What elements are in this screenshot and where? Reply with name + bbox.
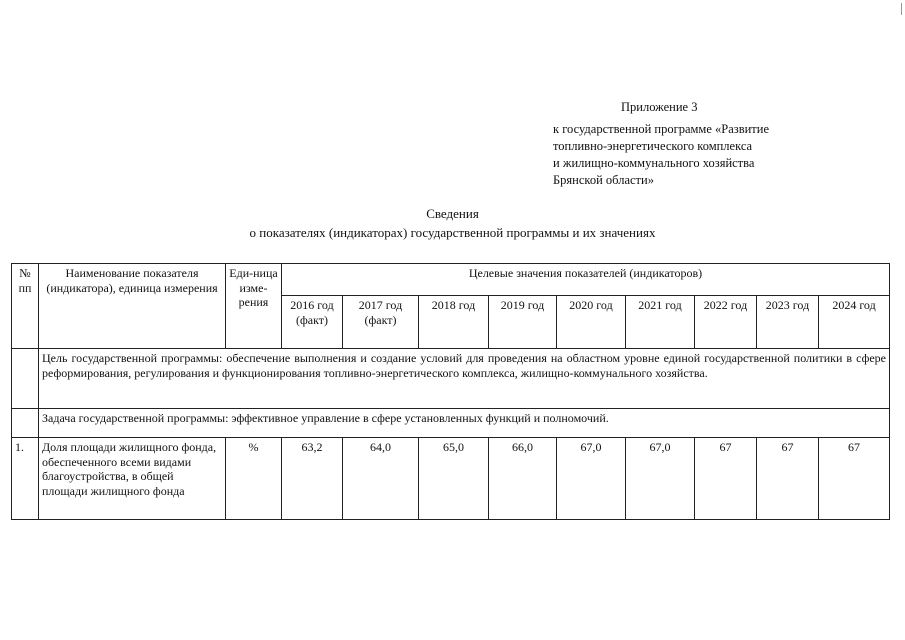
appendix-line: к государственной программе «Развитие: [553, 122, 769, 136]
program-task: Задача государственной программы: эффективное управление в сфере установленных функций и полномочий.: [39, 409, 890, 438]
row-value: 67,0: [557, 438, 626, 520]
indicators-table: [11, 263, 890, 520]
header-year: 2020 год: [557, 296, 626, 349]
document-title: Сведения: [426, 206, 479, 221]
header-targets-group: Целевые значения показателей (индикаторов): [282, 264, 890, 296]
header-num: № пп: [12, 264, 39, 349]
row-value: 67: [757, 438, 819, 520]
appendix-title: Приложение 3: [621, 100, 698, 114]
header-year: 2022 год: [695, 296, 757, 349]
row-value: 64,0: [343, 438, 419, 520]
header-name: Наименование показателя (индикатора), единица измерения: [39, 264, 226, 349]
program-goal: Цель государственной программы: обеспечение выполнения и создание условий для проведения на областном уровне единой государственной политики в сфере реформирования, регулирования и функционирования топливно-энергетического комплекса, жилищно-коммунального хозяйства.: [39, 349, 890, 409]
row-value: 67: [819, 438, 890, 520]
table-row: [12, 438, 890, 520]
row-num: 1.: [12, 438, 39, 520]
header-year: 2017 год (факт): [343, 296, 419, 349]
task-num-cell: [12, 409, 39, 438]
row-value: 63,2: [282, 438, 343, 520]
header-year: 2018 год: [419, 296, 489, 349]
header-year: 2021 год: [626, 296, 695, 349]
header-year: 2016 год (факт): [282, 296, 343, 349]
row-value: 67: [695, 438, 757, 520]
goal-row: [12, 349, 890, 409]
appendix-line: топливно-энергетического комплекса: [553, 139, 753, 153]
goal-num-cell: [12, 349, 39, 409]
row-indicator-name: Доля площади жилищного фонда, обеспеченного всеми видами благоустройства, в общей площади жилищного фонда: [39, 438, 226, 520]
header-row: [12, 264, 890, 296]
header-year: 2019 год: [489, 296, 557, 349]
row-value: 65,0: [419, 438, 489, 520]
row-unit: %: [226, 438, 282, 520]
header-year: 2024 год: [819, 296, 890, 349]
appendix-line: и жилищно-коммунального хозяйства: [553, 156, 755, 170]
header-year: 2023 год: [757, 296, 819, 349]
header-unit: Еди-ница изме-рения: [226, 264, 282, 349]
row-value: 67,0: [626, 438, 695, 520]
task-row: [12, 409, 890, 438]
row-value: 66,0: [489, 438, 557, 520]
document-subtitle: о показателях (индикаторах) государственной программы и их значениях: [249, 225, 656, 240]
scan-edge-mark: [901, 3, 902, 15]
appendix-line: Брянской области»: [553, 173, 654, 187]
